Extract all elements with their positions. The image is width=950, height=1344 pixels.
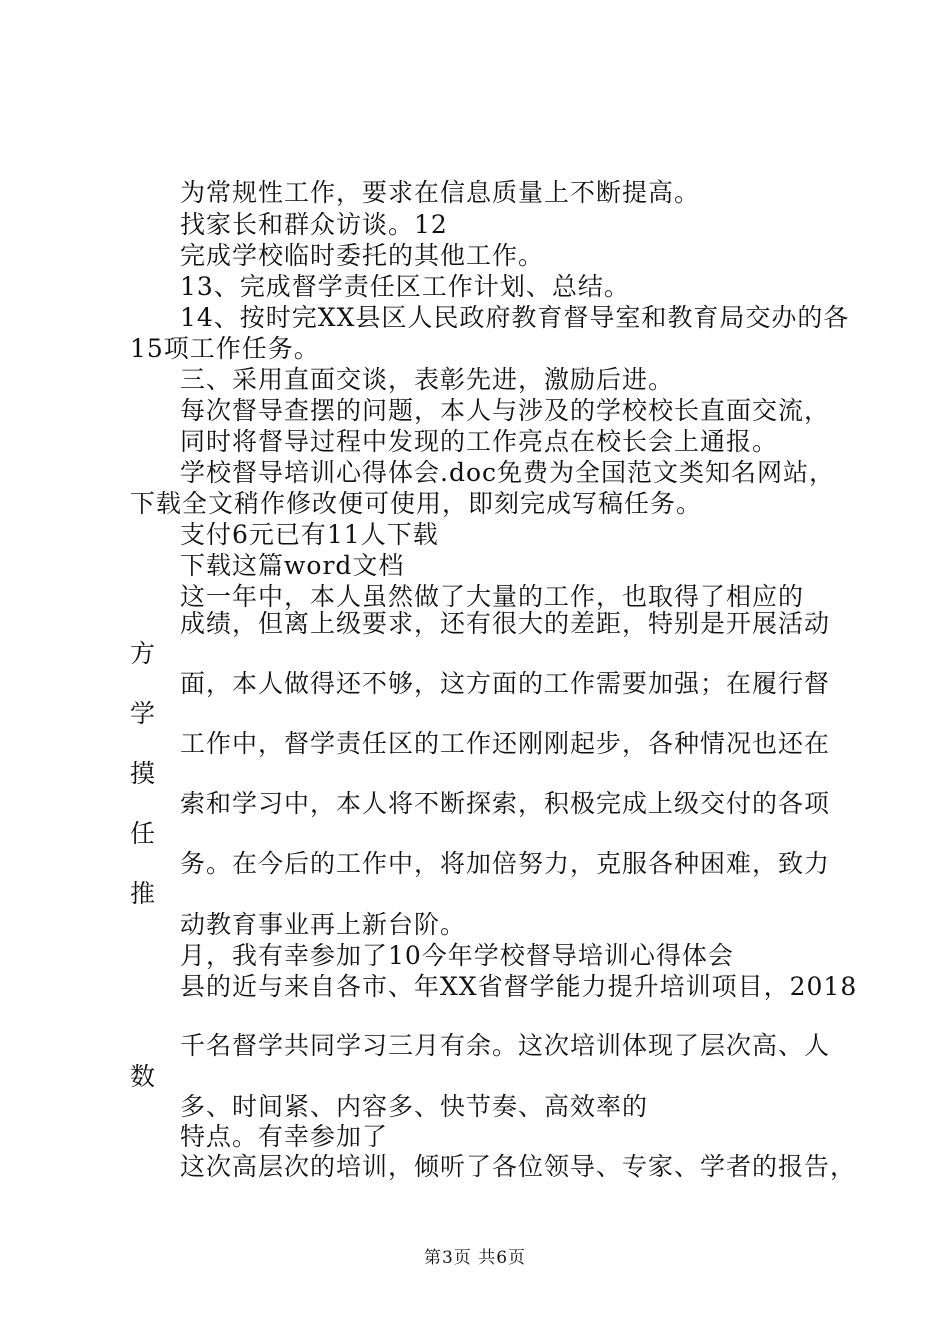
text-line: 推 (130, 879, 157, 908)
text-line: 县的近与来自各市、年XX省督学能力提升培训项目，2018 (180, 972, 858, 1001)
text-line: 下载全文稍作修改便可使用，即刻完成写稿任务。 (130, 489, 703, 518)
text-line: 支付6元已有11人下载 (180, 520, 439, 549)
text-line: 务。在今后的工作中，将加倍努力，克服各种困难，致力 (180, 849, 831, 878)
text-line: 14、按时完XX县区人民政府教育督导室和教育局交办的各 (180, 303, 850, 332)
text-line: 为常规性工作，要求在信息质量上不断提高。 (180, 178, 701, 207)
text-line: 15项工作任务。 (130, 334, 320, 363)
text-line: 这一年中，本人虽然做了大量的工作，也取得了相应的 (180, 582, 805, 611)
text-line: 每次督导查摆的问题，本人与涉及的学校校长直面交流， (180, 396, 831, 425)
text-line: 成绩，但离上级要求，还有很大的差距，特别是开展活动 (180, 609, 831, 638)
text-line: 13、完成督学责任区工作计划、总结。 (180, 272, 630, 301)
text-line: 这次高层次的培训，倾听了各位领导、专家、学者的报告， (180, 1152, 857, 1181)
text-line: 方 (130, 639, 157, 668)
text-line: 千名督学共同学习三月有余。这次培训体现了层次高、人 (180, 1031, 831, 1060)
text-line: 数 (130, 1062, 157, 1091)
text-line: 月，我有幸参加了10今年学校督导培训心得体会 (180, 941, 734, 970)
text-line: 摸 (130, 759, 157, 788)
text-line: 学校督导培训心得体会.doc免费为全国范文类知名网站， (180, 458, 836, 487)
text-line: 完成学校临时委托的其他工作。 (180, 241, 545, 270)
text-line: 特点。有幸参加了 (180, 1122, 389, 1151)
text-line: 三、采用直面交谈，表彰先进，激励后进。 (180, 365, 675, 394)
text-line: 下载这篇word文档 (180, 551, 405, 580)
text-line: 面，本人做得还不够，这方面的工作需要加强；在履行督 (180, 669, 831, 698)
text-line: 任 (130, 819, 157, 848)
text-line: 索和学习中，本人将不断探索，积极完成上级交付的各项 (180, 789, 831, 818)
text-line: 多、时间紧、内容多、快节奏、高效率的 (180, 1092, 649, 1121)
page-number-footer: 第3页 共6页 (423, 1248, 527, 1268)
text-line: 动教育事业再上新台阶。 (180, 910, 467, 939)
text-line: 找家长和群众访谈。12 (180, 210, 448, 239)
text-line: 工作中，督学责任区的工作还刚刚起步，各种情况也还在 (180, 729, 831, 758)
text-line: 学 (130, 699, 157, 728)
text-line: 同时将督导过程中发现的工作亮点在校长会上通报。 (180, 427, 779, 456)
